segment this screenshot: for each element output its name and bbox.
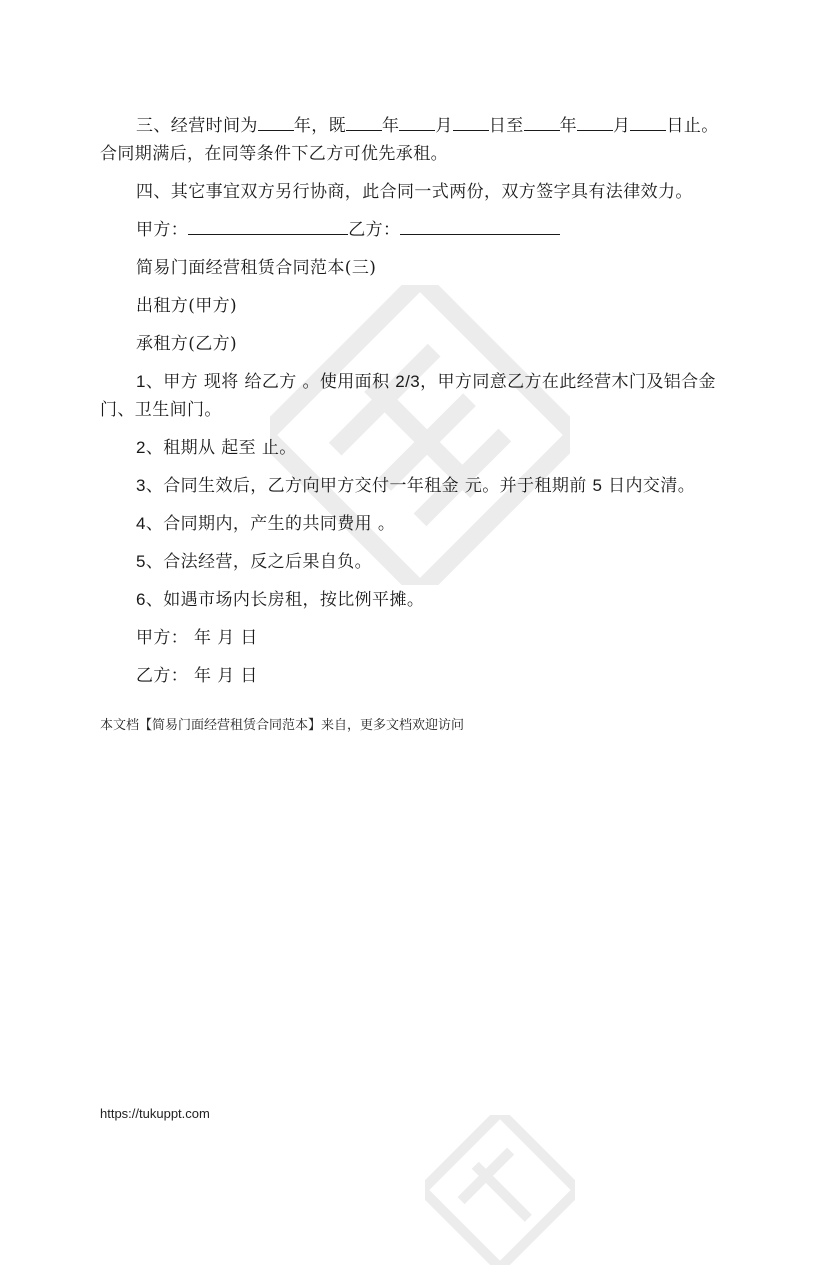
- clause-3: 3、合同生效后，乙方向甲方交付一年租金 元。并于租期前 5 日内交清。: [136, 476, 696, 496]
- blank-field: [346, 114, 382, 131]
- blank-field: [630, 114, 666, 131]
- blank-field: [577, 114, 613, 131]
- blank-field: [399, 114, 435, 131]
- party-b-date-line: 乙方： 年 月 日: [136, 666, 258, 686]
- document-body: [100, 112, 730, 690]
- clause-5: 5、合法经营，反之后果自负。: [136, 552, 373, 572]
- party-a-signature-blank: [188, 218, 348, 235]
- blank-field: [453, 114, 489, 131]
- clause-2: 2、租期从 起至 止。: [136, 438, 297, 458]
- blank-field: [258, 114, 294, 131]
- watermark-logo-icon: [425, 1115, 575, 1265]
- section-3-paragraph: 三、经营时间为 年，既 年 月 日至 年 月 日止。合同期满后，在同等条件下乙方可优先承租。: [100, 116, 719, 164]
- section-4-paragraph: 四、其它事宜双方另行协商，此合同一式两份，双方签字具有法律效力。: [136, 182, 693, 202]
- signature-line: 甲方： 乙方：: [100, 216, 730, 244]
- template-3-title: 简易门面经营租赁合同范本(三): [136, 258, 377, 278]
- party-b-signature-blank: [400, 218, 560, 235]
- source-note: 本文档【简易门面经营租赁合同范本】来自，更多文档欢迎访问: [100, 718, 465, 733]
- lessee-label: 承租方(乙方): [136, 334, 238, 354]
- lessor-label: 出租方(甲方): [136, 296, 238, 316]
- clause-1: 1、甲方 现将 给乙方 。使用面积 2/3，甲方同意乙方在此经营木门及铝合金门、卫生间门。: [100, 372, 716, 420]
- party-a-date-line: 甲方： 年 月 日: [136, 628, 258, 648]
- clause-4: 4、合同期内，产生的共同费用 。: [136, 514, 396, 534]
- blank-field: [524, 114, 560, 131]
- footer-url-link[interactable]: https://tukuppt.com: [100, 1106, 210, 1121]
- clause-6: 6、如遇市场内长房租，按比例平摊。: [136, 590, 425, 610]
